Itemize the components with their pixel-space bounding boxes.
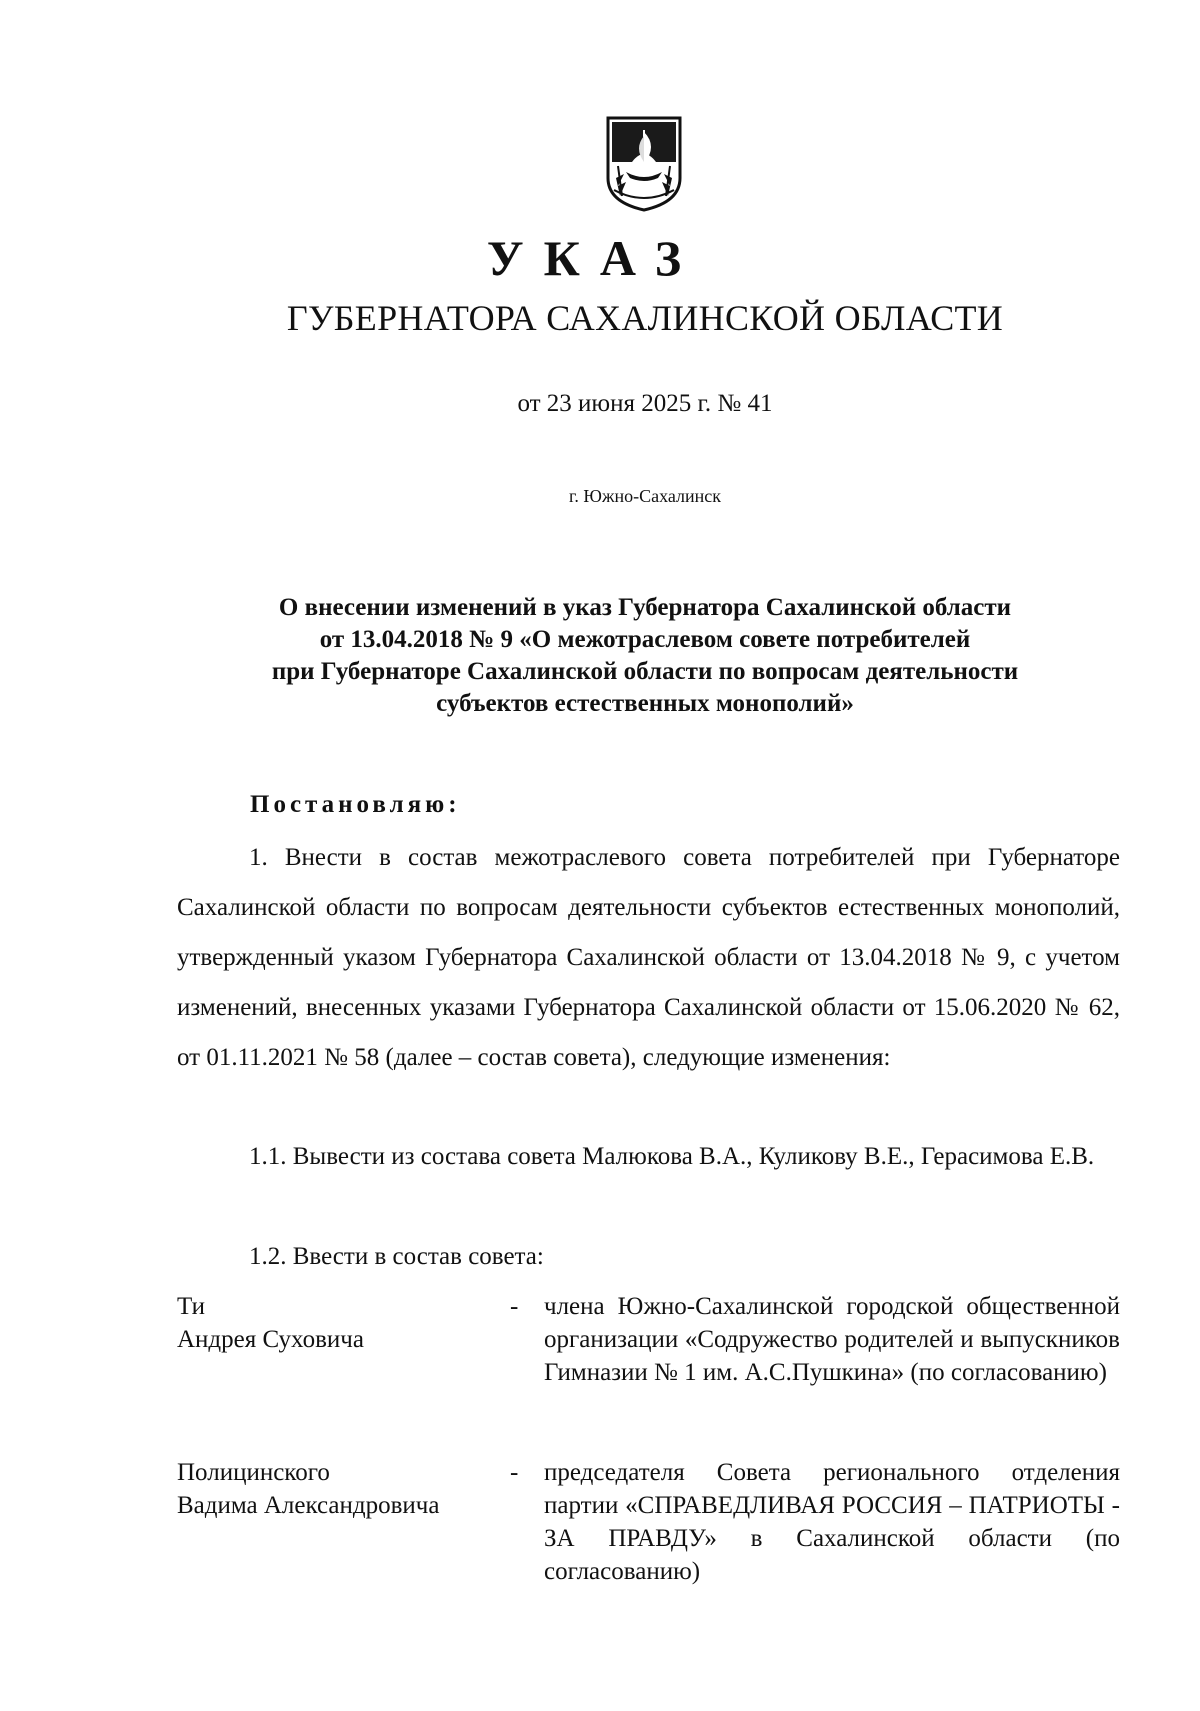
- subject-line: субъектов естественных монополий»: [436, 690, 854, 717]
- resolve-heading: Постановляю:: [250, 791, 461, 818]
- member-role: председателя Совета регионального отделения партии «СПРАВЕДЛИВАЯ РОССИЯ – ПАТРИОТЫ - ЗА ПРАВДУ» в Сахалинской области (по согласованию): [544, 1459, 1120, 1585]
- sakhalin-coat-of-arms-icon: [604, 116, 684, 212]
- member-given-names: Вадима Александровича: [177, 1492, 440, 1519]
- member-dash: -: [510, 1459, 519, 1486]
- member-surname: Полицинского: [177, 1459, 330, 1486]
- paragraph-1-2: 1.2. Ввести в состав совета:: [249, 1243, 544, 1270]
- member-name: [177, 1290, 497, 1356]
- member-name: [177, 1456, 497, 1522]
- governor-title: ГУБЕРНАТОРА САХАЛИНСКОЙ ОБЛАСТИ: [286, 298, 1004, 338]
- decree-title: УКАЗ: [486, 230, 702, 286]
- member-given-names: Андрея Суховича: [177, 1326, 364, 1353]
- member-surname: Ти: [177, 1293, 206, 1320]
- member-dash: -: [510, 1293, 519, 1320]
- decree-subject: [200, 592, 1090, 720]
- member-role: члена Южно-Сахалинской городской общественной организации «Содружество родителей и выпускников Гимназии № 1 им. А.С.Пушкина» (по согласованию): [544, 1293, 1120, 1386]
- subject-line: при Губернаторе Сахалинской области по вопросам деятельности: [271, 658, 1019, 685]
- decree-date: от 23 июня 2025 г. № 41: [517, 390, 773, 417]
- paragraph-1: 1. Внести в состав межотраслевого совета потребителей при Губернаторе Сахалинской области по вопросам деятельности субъектов естественных монополий, утвержденный указом Губернатора Сахалинской области от 13.04.2018 № 9, с учетом изменений, внесенных указами Губернатора Сахалинской области от 15.06.2020 № 62, от 01.11.2021 № 58 (далее – состав совета), следующие изменения:: [177, 844, 1120, 1071]
- paragraph-1-1: 1.1. Вывести из состава совета Малюкова В.А., Куликову В.Е., Герасимова Е.В.: [249, 1143, 1095, 1170]
- subject-line: О внесении изменений в указ Губернатора Сахалинской области: [278, 594, 1012, 621]
- subject-line: от 13.04.2018 № 9 «О межотраслевом совете потребителей: [319, 626, 971, 653]
- decree-city: г. Южно-Сахалинск: [568, 486, 722, 506]
